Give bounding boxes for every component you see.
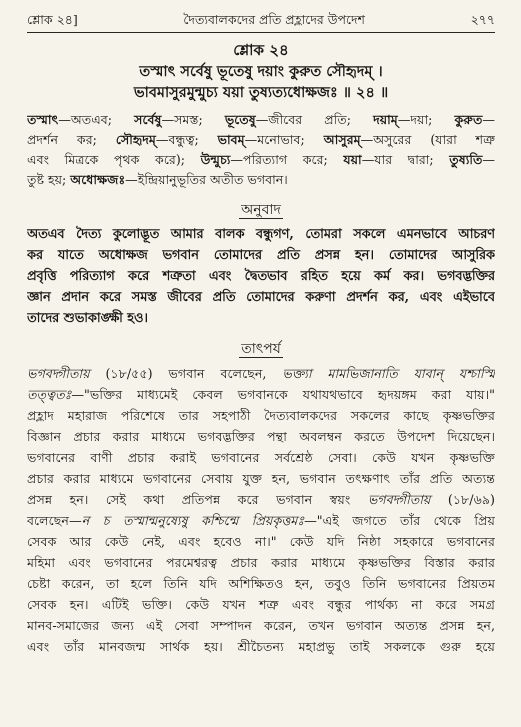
synonyms-block [27, 110, 495, 190]
synonym-line [27, 150, 495, 170]
text-run: —"এই জগতে তাঁর থেকে প্রিয় [304, 513, 495, 528]
quoted-sanskrit: ভগবদ্গীতায় [367, 492, 431, 507]
text-run: —সমস্ত; [161, 112, 225, 127]
text-run: সেবক হন। এটিই ভক্তি। কেউ যখন শত্রু এবং বন্ধুর পার্থক্য না করে সমগ্র [27, 597, 495, 612]
header-page-number: ২৭৭ [470, 12, 495, 27]
verse-heading: শ্লোক ২৪ [233, 41, 289, 59]
purport-title-text: তাৎপর্য [241, 341, 281, 357]
purport-line [27, 573, 495, 594]
text-run: —পরিত্যাগ করে; [230, 152, 344, 167]
purport-line [27, 552, 495, 573]
purport-line [27, 531, 495, 552]
text-run: (১৮/৫৫) ভগবান বলেছেন, [89, 366, 283, 381]
translation-line: প্রবৃত্তি পরিত্যাগ করে শত্রুতা এবং দ্বৈতভাব রহিত হয়ে কর্ম কর। ভগবদ্ভক্তির [27, 269, 495, 284]
synonym-term: তুষ্যতি [449, 152, 483, 167]
text-run: বলেছেন— [27, 513, 82, 528]
text-run: (১৮/৬৯) [430, 492, 495, 507]
synonym-term: ভূতেষু [224, 112, 256, 127]
purport-block [27, 363, 495, 657]
synonym-line [27, 130, 495, 150]
purport-line [27, 405, 495, 426]
text-run: প্রচার করার মাধ্যমে ভগবানের সেবায় যুক্ত হন, ভগবান তৎক্ষণাৎ তাঁর প্রতি অত্যন্ত [27, 471, 495, 486]
text-run: —"ভক্তির মাধ্যমেই কেবল ভগবানকে যথাযথভাবে হৃদয়ঙ্গম করা যায়।" [71, 387, 495, 402]
text-run: সেবক আর কেউ নেই, এবং হবেও না।" কেউ যদি নিষ্ঠা সহকারে ভগবানের [27, 534, 495, 549]
text-run: —জীবের প্রতি; [255, 112, 374, 127]
purport-line [27, 594, 495, 615]
translation-title [27, 200, 495, 220]
text-run: —মনোভাব; [244, 132, 324, 147]
text-run: প্রসন্ন হন। সেই কথা প্রতিপন্ন করে ভগবান স্বয়ং [27, 492, 368, 507]
text-run: প্রদর্শন কর; [27, 132, 116, 147]
quoted-sanskrit: ন চ তস্মান্মনুষ্যেষু কশ্চিন্মে প্রিয়কৃত্তমঃ [81, 513, 305, 528]
quoted-sanskrit: ভগবদ্গীতায় [27, 366, 90, 381]
text-run: বিজ্ঞান প্রচার করার মাধ্যমে ভগবদ্ভক্তির পন্থা অবলম্বন করতে উপদেশ দিয়েছেন। [27, 429, 495, 444]
text-run: মানব-সমাজের জন্য এই সেবা সম্পাদন করেন, তখন ভগবান অত্যন্ত প্রসন্ন হন, [27, 618, 495, 633]
running-header [27, 8, 495, 32]
text-run: প্রহ্লাদ মহারাজ পরিশেষে তার সহপাঠী দৈত্যবালকদের সকলের কাছে কৃষ্ণভক্তির [27, 408, 495, 423]
text-run: —দয়া; [397, 112, 455, 127]
purport-line [27, 426, 495, 447]
text-run: — [482, 112, 495, 127]
purport-line [27, 447, 495, 468]
text-run: মহিমা এবং ভগবানের পরমেশ্বরত্ব প্রচার করার মাধ্যমে কৃষ্ণভক্তির বিস্তার করার [27, 555, 495, 570]
header-verse-ref: শ্লোক ২৪] [27, 12, 78, 27]
purport-line [27, 384, 495, 405]
quoted-sanskrit: ভক্ত্যা মামভিজানাতি যাবান্ যশ্চাস্মি [282, 366, 495, 381]
header-rule [27, 32, 495, 33]
verse-line: তস্মাৎ সর্বেষু ভূতেষু দয়াং কুরুত সৌহৃদম্ । [139, 63, 383, 80]
synonym-line [27, 110, 495, 130]
synonym-term: উন্মুচ্য [200, 152, 231, 167]
synonym-term: সৌহৃদম্ [115, 132, 156, 147]
translation-block [27, 224, 495, 329]
purport-line [27, 510, 495, 531]
quoted-sanskrit: তত্ত্বতঃ [27, 387, 72, 402]
translation-line: তাদের শুভাকাঙ্ক্ষী হও। [27, 311, 148, 326]
synonym-line [27, 170, 495, 190]
synonym-term: কুরুত [454, 112, 483, 127]
synonym-term: সর্বেষু [134, 112, 162, 127]
synonym-term: ভাবম্ [217, 132, 245, 147]
text-run: —অতএব; [58, 112, 135, 127]
text-run: —ইন্দ্রিয়ানুভূতির অতীত ভগবান। [125, 172, 288, 187]
text-run: তুষ্ট হয়; [27, 172, 71, 187]
synonym-term: অধোক্ষজঃ [70, 172, 126, 187]
purport-line [27, 636, 495, 657]
translation-line: অতএব দৈত্য কুলোদ্ভূত আমার বালক বন্ধুগণ, তোমরা সকলে এমনভাবে আচরণ [27, 227, 495, 242]
translation-title-text: অনুবাদ [241, 202, 281, 218]
synonym-term: তস্মাৎ [27, 112, 59, 127]
purport-line [27, 363, 495, 384]
text-run: ভগবানের বাণী প্রচার করাই ভগবানের সর্বশ্রেষ্ঠ সেবা। কেউ যখন কৃষ্ণভক্তি [27, 450, 495, 465]
synonym-term: যয়া [343, 152, 362, 167]
verse-line: ভাবমাসুরমুন্মুচ্য যয়া তুষ্যত্যধোক্ষজঃ ॥ ২৪ ॥ [133, 84, 389, 101]
translation-line: জ্ঞান প্রদান করে সমস্ত জীবের প্রতি তোমাদের করুণা প্রদর্শন কর, এবং এইভাবে [27, 290, 495, 305]
text-run: —যার দ্বারা; [361, 152, 450, 167]
header-chapter-title: দৈত্যবালকদের প্রতি প্রহ্লাদের উপদেশ [183, 12, 365, 27]
text-run: — [482, 152, 495, 167]
purport-line [27, 489, 495, 510]
text-run: —অসুরের (যারা শত্রু [360, 132, 495, 147]
synonym-term: আসুরম্ [323, 132, 361, 147]
translation-line: কর যাতে অধোক্ষজ ভগবান তোমাদের প্রতি প্রসন্ন হন। তোমাদের আসুরিক [27, 248, 495, 263]
text-run: এবং মিত্রকে পৃথক করে); [27, 152, 201, 167]
purport-line [27, 615, 495, 636]
purport-line [27, 468, 495, 489]
text-run: চেষ্টা করেন, তা হলে তিনি যদি অশিক্ষিতও হন, তবুও তিনি ভগবানের প্রিয়তম [27, 576, 495, 591]
synonym-term: দয়াম্ [373, 112, 398, 127]
purport-title [27, 339, 495, 359]
text-run: এবং তাঁর মানবজন্ম সার্থক হয়। শ্রীচৈতন্য মহাপ্রভু তাই সকলকে গুরু হয়ে [27, 639, 495, 654]
text-run: —বন্ধুত্ব; [155, 132, 218, 147]
